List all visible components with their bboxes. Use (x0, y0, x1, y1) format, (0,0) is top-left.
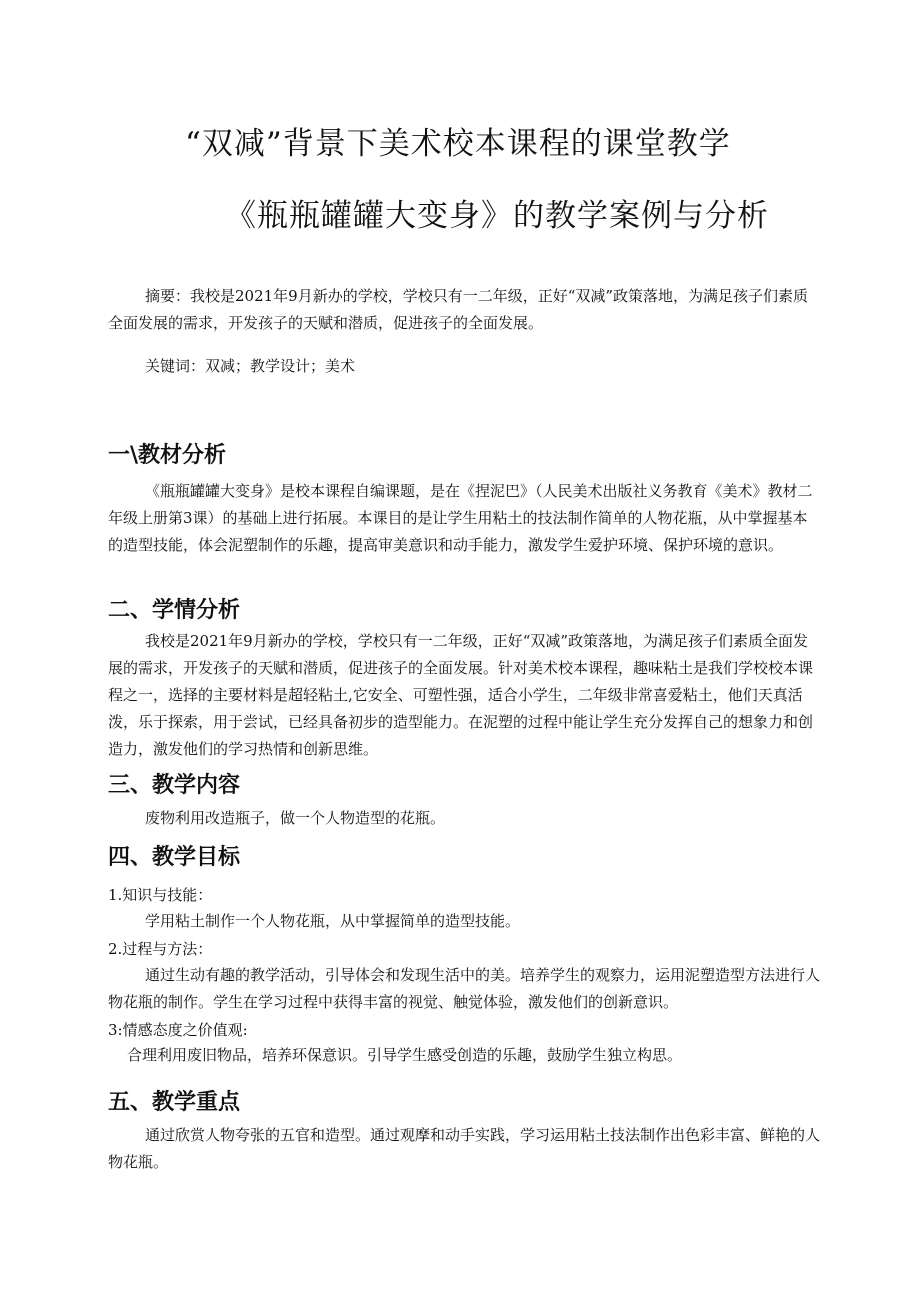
objective-label: 2.过程与方法： (108, 940, 213, 958)
abstract: 摘要：我校是2021年9月新办的学校，学校只有一二年级，正好“双减”政策落地，为满足孩子们素质全面发展的需求，开发孩子的天赋和潜质，促进孩子的全面发展。 (108, 287, 809, 332)
section-body: 废物利用改造瓶子，做一个人物造型的花瓶。 (145, 809, 446, 827)
title-line-2: 《瓶瓶罐罐大变身》的教学案例与分析 (225, 198, 769, 234)
section-body: 通过欣赏人物夸张的五官和造型。通过观摩和动手实践，学习运用粘土技法制作出色彩丰富、鲜艳的人物花瓶。 (108, 1126, 821, 1171)
objective-text: 学用粘土制作一个人物花瓶，从中掌握简单的造型技能。 (145, 912, 521, 930)
section-body: 《瓶瓶罐罐大变身》是校本课程自编课题，是在《捏泥巴》（人民美术出版社义务教育《美术》教材二年级上册第3课）的基础上进行拓展。本课目的是让学生用粘土的技法制作简单的人物花瓶，从中掌握基本的造型技能，体会泥塑制作的乐趣，提高审美意识和动手能力，激发学生爱护环境、保护环境的意识。 (108, 482, 813, 554)
keywords: 关键词：双减；教学设计；美术 (145, 357, 356, 375)
objective-label: 1.知识与技能： (108, 886, 213, 904)
title-line-1: “双减”背景下美术校本课程的课堂教学 (185, 126, 731, 162)
section-heading: 三、教学内容 (108, 773, 241, 798)
section-heading: 五、教学重点 (108, 1090, 241, 1115)
objective-text: 合理利用废旧物品，培养环保意识。引导学生感受创造的乐趣，鼓励学生独立构思。 (127, 1046, 683, 1064)
section-heading: 四、教学目标 (108, 845, 241, 870)
section-heading: 一\教材分析 (108, 443, 227, 468)
objective-label: 3:情感态度之价值观: (108, 1021, 248, 1039)
objective-text: 通过生动有趣的教学活动，引导体会和发现生活中的美。培养学生的观察力，运用泥塑造型方法进行人物花瓶的制作。学生在学习过程中获得丰富的视觉、触觉体验，激发他们的创新意识。 (108, 966, 821, 1011)
section-body: 我校是2021年9月新办的学校，学校只有一二年级，正好“双减”政策落地，为满足孩子们素质全面发展的需求，开发孩子的天赋和潜质，促进孩子的全面发展。针对美术校本课程，趣味粘土是我们学校校本课程之一，选择的主要材料是超轻粘土,它安全、可塑性强，适合小学生，二年级非常喜爱粘土，他们天真活泼，乐于探索，用于尝试，已经具备初步的造型能力。在泥塑的过程中能让学生充分发挥自己的想象力和创造力，激发他们的学习热情和创新思维。 (108, 632, 814, 758)
section-heading: 二、学情分析 (108, 598, 241, 623)
